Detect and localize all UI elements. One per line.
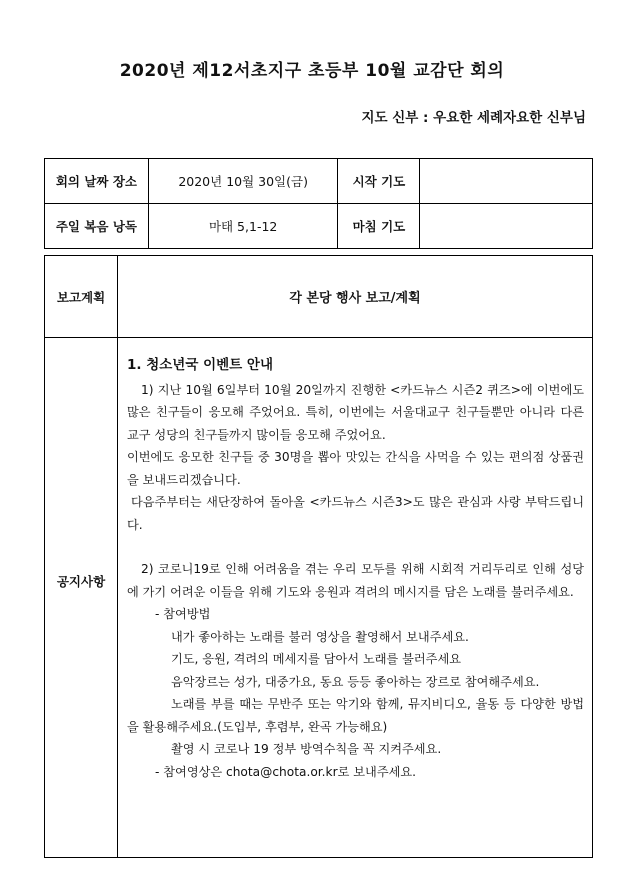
start-prayer-value bbox=[420, 159, 593, 204]
notice-label: 공지사항 bbox=[56, 574, 106, 589]
report-plan-header: 보고계획 bbox=[56, 289, 106, 305]
gospel-value: 마태 5,1-12 bbox=[148, 204, 338, 249]
paragraph-prize: 이번에도 응모한 친구들 중 30명을 뽑아 맛있는 간식을 사먹을 수 있는 편의점 상품권을 보내드리겠습니다. bbox=[127, 450, 584, 487]
table-row bbox=[45, 159, 593, 204]
gospel-label: 주일 복음 낭독 bbox=[45, 204, 149, 249]
table-row bbox=[45, 204, 593, 249]
page-title: 2020년 제12서초지구 초등부 10월 교감단 회의 bbox=[119, 61, 505, 81]
report-table bbox=[44, 255, 593, 858]
paragraph-season3: 다음주부터는 새단장하여 돌아올 <카드뉴스 시즌3>도 많은 관심과 사랑 부탁드립니다. bbox=[127, 495, 584, 532]
method-item: 내가 좋아하는 노래를 불러 영상을 촬영해서 보내주세요. bbox=[171, 629, 469, 644]
header-divider bbox=[45, 337, 592, 338]
submit-line: - 참여영상은 chota@chota.or.kr로 보내주세요. bbox=[155, 764, 417, 779]
paragraph-quiz: 1) 지난 10월 6일부터 10월 20일까지 진행한 <카드뉴스 시즌2 퀴즈>에 이번에도 많은 친구들이 응모해 주었어요. 특히, 이번에는 서울대교구 친구들뿐만 아니라 다른 교구 성당의 친구들까지 많이들 응모해 주었어요. bbox=[127, 382, 584, 442]
date-label: 회의 날짜 장소 bbox=[45, 159, 149, 204]
method-item: 음악장르는 성가, 대중가요, 동요 등등 좋아하는 장르로 참여해주세요. bbox=[171, 674, 540, 689]
end-prayer-label: 마침 기도 bbox=[338, 204, 420, 249]
method-item: 기도, 응원, 격려의 메세지를 담아서 노래를 불러주세요 bbox=[171, 652, 462, 666]
end-prayer-value bbox=[420, 204, 593, 249]
section-title: 1. 청소년국 이벤트 안내 bbox=[127, 357, 273, 373]
meeting-info-table bbox=[44, 158, 593, 249]
method-title: - 참여방법 bbox=[155, 607, 211, 621]
column-divider bbox=[117, 256, 118, 857]
date-value: 2020년 10월 30일(금) bbox=[148, 159, 338, 204]
report-content bbox=[127, 354, 584, 783]
parish-report-header: 각 본당 행사 보고/계획 bbox=[289, 291, 421, 306]
director-line: 지도 신부 : 우요한 세례자요한 신부님 bbox=[361, 110, 586, 126]
start-prayer-label: 시작 기도 bbox=[338, 159, 420, 204]
method-item: 촬영 시 코로나 19 정부 방역수칙을 꼭 지켜주세요. bbox=[171, 742, 442, 756]
method-item: 노래를 부를 때는 무반주 또는 악기와 함께, 뮤지비디오, 율동 등 다양한 방법을 활용해주세요.(도입부, 후렴부, 완곡 가능해요) bbox=[127, 697, 584, 734]
paragraph-song-event: 2) 코로니19로 인해 어려움을 겪는 우리 모두를 위해 시회적 거리두리로 인해 성당에 가기 어려운 이들을 위해 기도와 응원과 격려의 메시지를 담은 노래를 불러주세요. bbox=[127, 562, 584, 599]
